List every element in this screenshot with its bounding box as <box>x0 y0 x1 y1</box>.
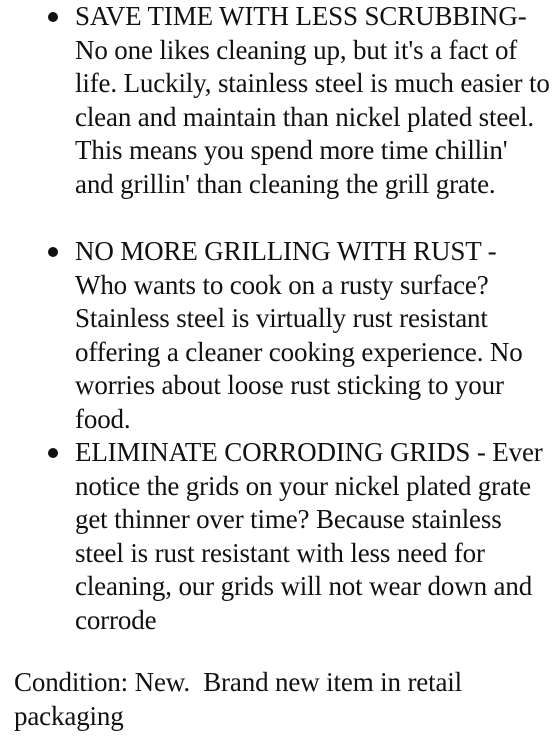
bullet-icon <box>48 12 58 22</box>
feature-text: ELIMINATE CORRODING GRIDS - Ever notice the grids on your nickel plated grate get thinner over time? Because stainless steel is rust resistant with less need for cleaning, our grids will not wear down and corrode <box>75 437 543 635</box>
feature-text: SAVE TIME WITH LESS SCRUBBING- No one likes cleaning up, but it's a fact of life. Luckily, stainless steel is much easier to clean and maintain than nickel plated steel. This means you spend more time chillin' and grillin' than cleaning the grill grate. <box>75 1 550 199</box>
feature-item-corroding-grids <box>0 436 560 638</box>
bullet-icon <box>48 448 58 458</box>
feature-item-no-rust <box>0 235 560 437</box>
condition-text: Condition: New. Brand new item in retail packaging <box>14 667 469 731</box>
bullet-icon <box>48 247 58 257</box>
feature-text: NO MORE GRILLING WITH RUST - Who wants to cook on a rusty surface? Stainless steel is virtually rust resistant offering a cleaner cooking experience. No worries about loose rust sticking to your food. <box>75 236 523 434</box>
feature-item-save-time <box>0 0 560 202</box>
